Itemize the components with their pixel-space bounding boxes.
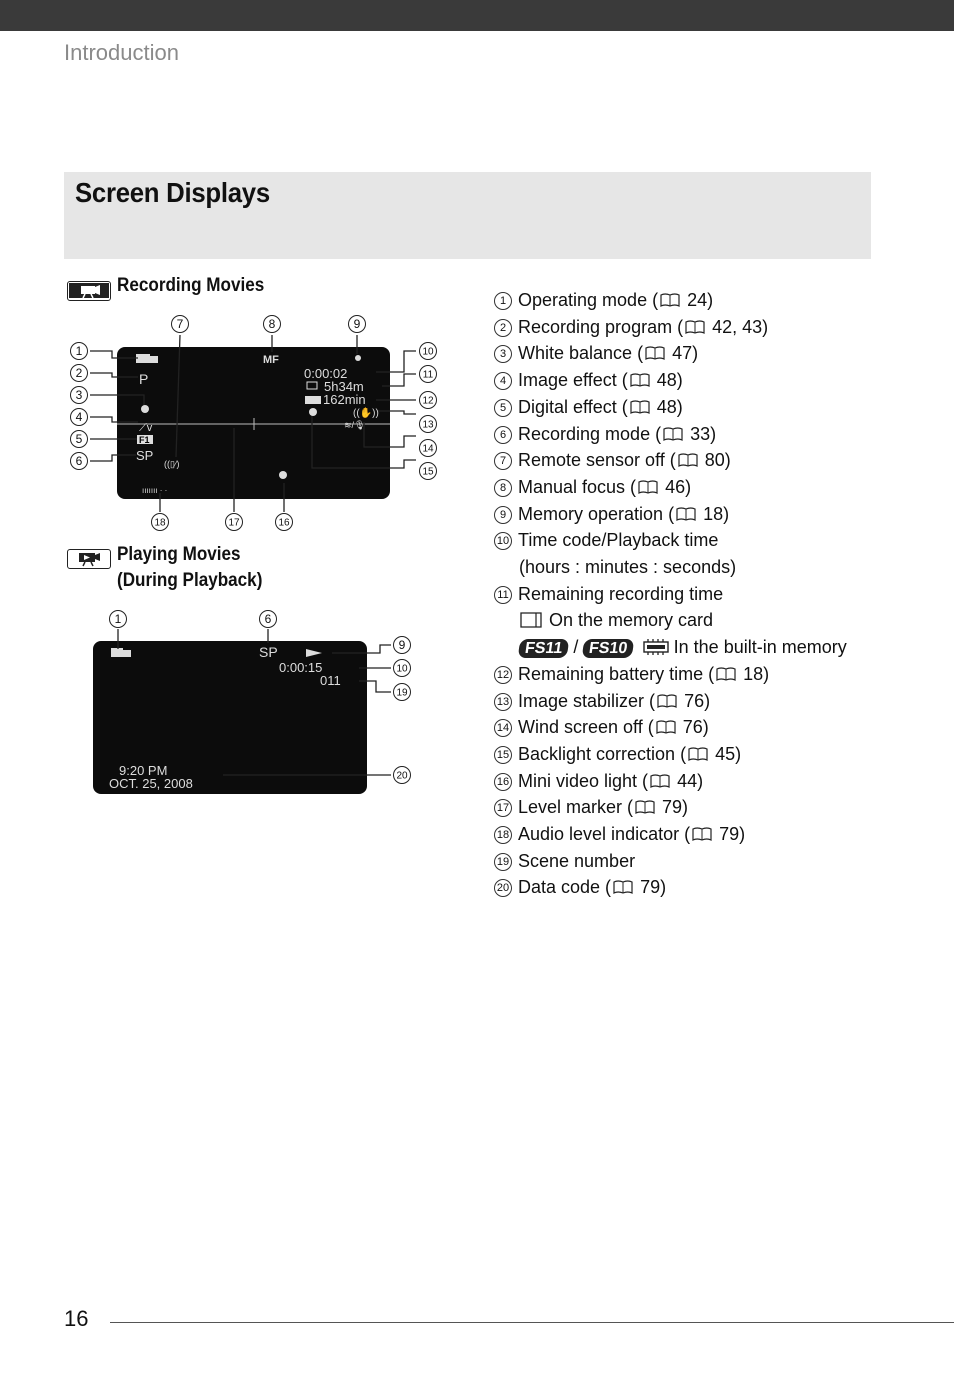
- legend-subline-memory: [494, 634, 894, 661]
- legend-item: [494, 447, 894, 474]
- legend-page-ref: 46): [660, 476, 692, 497]
- legend-text: Remaining recording time: [518, 583, 724, 604]
- recording-heading: Recording Movies: [117, 275, 265, 296]
- legend-number: 8: [494, 479, 512, 497]
- callout-11: [420, 366, 437, 383]
- callout-2: [71, 365, 88, 382]
- legend-number: 5: [494, 399, 512, 417]
- callout-6: [71, 453, 88, 470]
- rec-mode-text: SP: [136, 448, 154, 463]
- book-ref-icon: [685, 320, 705, 334]
- legend-page-ref: 79): [714, 824, 746, 845]
- svg-text:10: 10: [396, 663, 408, 675]
- svg-text:12: 12: [422, 395, 434, 407]
- legend-item: [494, 714, 894, 741]
- legend-item: [494, 340, 894, 367]
- legend-item: [494, 421, 894, 448]
- legend-text: Scene number: [518, 850, 636, 871]
- svg-text:2: 2: [75, 366, 83, 380]
- legend-item: [494, 768, 894, 795]
- pb-callout-6: [260, 611, 277, 628]
- legend-item: [494, 394, 894, 421]
- svg-text:19: 19: [396, 687, 408, 699]
- page-title: Screen Displays: [75, 177, 270, 208]
- callout-7: [172, 316, 189, 333]
- legend-text: Recording program (: [518, 316, 684, 337]
- svg-text:1: 1: [75, 344, 83, 358]
- callout-4: [71, 409, 88, 426]
- svg-text:9: 9: [398, 638, 406, 652]
- backlight-icon: [309, 408, 317, 416]
- time-text: 9:20 PM: [119, 763, 168, 778]
- legend-number: 14: [494, 719, 512, 737]
- pb-rec-mode-text: SP: [259, 644, 278, 660]
- book-ref-icon: [660, 293, 680, 307]
- legend-page-ref: 48): [651, 370, 683, 391]
- callout-16: [276, 514, 293, 531]
- callout-18: [152, 514, 169, 531]
- legend-text: Recording mode (: [518, 423, 662, 444]
- built-in-memory-icon: [642, 638, 670, 656]
- callout-17: [226, 514, 243, 531]
- book-ref-icon: [676, 507, 696, 521]
- battery-icon: [305, 396, 321, 404]
- legend-item: [494, 501, 894, 528]
- audio-level-icon: ııııııı · ·: [142, 486, 168, 495]
- book-ref-icon: [650, 774, 670, 788]
- pb-camera-mode-icon: [111, 648, 123, 657]
- legend-number: 20: [494, 879, 512, 897]
- legend-number: 13: [494, 693, 512, 711]
- legend-number: 19: [494, 853, 512, 871]
- svg-text:5: 5: [75, 432, 83, 446]
- legend-text: Wind screen off (: [518, 717, 654, 738]
- pb-callout-9: [394, 637, 411, 654]
- legend-page-ref: 76): [677, 717, 709, 738]
- svg-text:4: 4: [75, 410, 83, 424]
- pb-callout-19: [394, 684, 411, 701]
- playback-heading: [117, 542, 262, 594]
- legend-item: [494, 794, 894, 821]
- book-ref-icon: [657, 694, 677, 708]
- svg-text:7: 7: [176, 317, 184, 331]
- wb-sun-icon: [141, 405, 149, 413]
- legend-text: Level marker (: [518, 797, 634, 818]
- legend-number: 6: [494, 426, 512, 444]
- program-text: P: [139, 371, 149, 387]
- book-ref-icon: [678, 453, 698, 467]
- legend-text: Remaining battery time (: [518, 663, 715, 684]
- legend-page-ref: 45): [710, 743, 742, 764]
- legend-number: 17: [494, 799, 512, 817]
- callout-8: [264, 316, 281, 333]
- callout-3: [71, 387, 88, 404]
- legend-page-ref: 48): [651, 396, 683, 417]
- wind-screen-icon: ≋/🎙: [344, 420, 366, 430]
- svg-text:3: 3: [75, 388, 83, 402]
- pb-callout-20: [394, 767, 411, 784]
- legend-number: 11: [494, 586, 512, 604]
- book-ref-icon: [688, 747, 708, 761]
- legend-item: [494, 848, 894, 875]
- legend-subtext: (hours : minutes : seconds): [519, 557, 737, 578]
- legend-subline-card: [494, 607, 894, 634]
- date-text: OCT. 25, 2008: [109, 776, 193, 791]
- playback-heading-line2: (During Playback): [117, 570, 263, 591]
- book-ref-icon: [656, 720, 676, 734]
- legend-page-ref: 44): [672, 770, 704, 791]
- legend-page-ref: 47): [667, 343, 699, 364]
- playback-screen-diagram: [64, 605, 424, 800]
- svg-text:13: 13: [422, 419, 434, 431]
- effect-text: F1: [139, 435, 150, 445]
- timecode-text: 0:00:02: [304, 366, 348, 381]
- card-mode-icon: [150, 356, 158, 363]
- camera-mode-icon: [136, 354, 150, 363]
- legend-number: 2: [494, 319, 512, 337]
- legend-text: Remote sensor off (: [518, 450, 676, 471]
- model-badge-fs10: FS10: [582, 639, 635, 658]
- model-badge-fs11: FS11: [518, 639, 570, 658]
- stabilizer-icon: ((✋)): [353, 408, 379, 419]
- title-box: [64, 172, 871, 259]
- svg-text:6: 6: [264, 612, 272, 626]
- book-ref-icon: [663, 427, 683, 441]
- legend-number: 16: [494, 773, 512, 791]
- svg-text:14: 14: [422, 443, 434, 455]
- callout-12: [420, 392, 437, 409]
- legend-item: [494, 821, 894, 848]
- pb-card-icon: [123, 650, 131, 657]
- section-label: Introduction: [64, 40, 179, 65]
- callout-14: [420, 440, 437, 457]
- legend-item: [494, 367, 894, 394]
- book-ref-icon: [630, 400, 650, 414]
- callout-9: [349, 316, 366, 333]
- legend-list: [494, 287, 894, 901]
- legend-item: [494, 314, 894, 341]
- mini-light-icon: [279, 471, 287, 479]
- page-number: 16: [64, 1306, 89, 1331]
- svg-text:10: 10: [422, 346, 434, 358]
- legend-page-ref: 42, 43): [707, 316, 769, 337]
- memory-card-icon: [519, 612, 543, 628]
- card-text: On the memory card: [549, 610, 714, 631]
- book-ref-icon: [635, 800, 655, 814]
- legend-number: 18: [494, 826, 512, 844]
- focus-text: MF: [263, 354, 279, 366]
- legend-number: 4: [494, 372, 512, 390]
- svg-text:15: 15: [422, 466, 434, 478]
- legend-text: Mini video light (: [518, 770, 649, 791]
- pb-timecode-text: 0:00:15: [279, 660, 323, 675]
- image-effect-icon: ⟋v: [139, 422, 153, 434]
- legend-number: 10: [494, 532, 512, 550]
- svg-text:16: 16: [278, 517, 290, 529]
- top-bar: [0, 0, 954, 31]
- playback-heading-line1: Playing Movies: [117, 544, 241, 565]
- legend-item: [494, 527, 894, 554]
- svg-text:8: 8: [268, 317, 276, 331]
- legend-item: [494, 287, 894, 314]
- legend-page-ref: 18): [738, 663, 770, 684]
- callout-5: [71, 431, 88, 448]
- memory-text: In the built-in memory: [673, 637, 847, 658]
- legend-item: [494, 661, 894, 688]
- pb-callout-1: [110, 611, 127, 628]
- legend-text: Image effect (: [518, 370, 628, 391]
- legend-page-ref: 80): [699, 450, 731, 471]
- battery-time-text: 162min: [323, 392, 366, 407]
- legend-text: Memory operation (: [518, 503, 675, 524]
- legend-text: Time code/Playback time: [518, 530, 719, 551]
- movie-camera-icon: [67, 281, 111, 301]
- legend-number: 12: [494, 666, 512, 684]
- legend-subline: [494, 554, 894, 581]
- legend-text: White balance (: [518, 343, 644, 364]
- svg-text:17: 17: [228, 517, 240, 529]
- recording-screen-diagram: [64, 310, 454, 535]
- legend-number: 7: [494, 452, 512, 470]
- legend-number: 9: [494, 506, 512, 524]
- svg-text:11: 11: [422, 369, 434, 381]
- book-ref-icon: [638, 480, 658, 494]
- legend-number: 1: [494, 292, 512, 310]
- svg-text:9: 9: [353, 317, 361, 331]
- remote-off-icon: ((▯⁄): [164, 459, 180, 469]
- svg-text:18: 18: [154, 517, 166, 529]
- book-ref-icon: [645, 346, 665, 360]
- svg-text:6: 6: [75, 454, 83, 468]
- legend-page-ref: 79): [635, 877, 667, 898]
- legend-item: [494, 474, 894, 501]
- legend-page-ref: 24): [682, 290, 714, 310]
- legend-item: [494, 874, 894, 901]
- pb-callout-10: [394, 660, 411, 677]
- book-ref-icon: [613, 880, 633, 894]
- legend-text: Digital effect (: [518, 396, 628, 417]
- memory-op-dot: [355, 355, 361, 361]
- book-ref-icon: [630, 373, 650, 387]
- legend-text: Data code (: [518, 877, 612, 898]
- book-ref-icon: [716, 667, 736, 681]
- callout-15: [420, 463, 437, 480]
- legend-text: Audio level indicator (: [518, 824, 691, 845]
- svg-text:1: 1: [114, 612, 122, 626]
- remaining-time-text: 5h34m: [324, 379, 364, 394]
- callout-10: [420, 343, 437, 360]
- legend-item: [494, 688, 894, 715]
- legend-page-ref: 79): [657, 797, 689, 818]
- scene-number-text: 011: [320, 673, 341, 688]
- playback-mode-icon: [67, 549, 111, 569]
- legend-text: Image stabilizer (: [518, 690, 656, 711]
- legend-item: [494, 741, 894, 768]
- legend-number: 3: [494, 345, 512, 363]
- footer-rule: [110, 1322, 954, 1323]
- book-ref-icon: [692, 827, 712, 841]
- legend-page-ref: 18): [698, 503, 730, 524]
- legend-number: 15: [494, 746, 512, 764]
- svg-text:20: 20: [396, 770, 408, 782]
- legend-item: [494, 581, 894, 608]
- legend-text: Backlight correction (: [518, 743, 687, 764]
- legend-text: Operating mode (: [518, 290, 659, 310]
- callout-13: [420, 416, 437, 433]
- callout-1: [71, 343, 88, 360]
- legend-text: Manual focus (: [518, 476, 637, 497]
- legend-page-ref: 76): [679, 690, 711, 711]
- legend-page-ref: 33): [685, 423, 717, 444]
- badge-separator: /: [573, 637, 579, 658]
